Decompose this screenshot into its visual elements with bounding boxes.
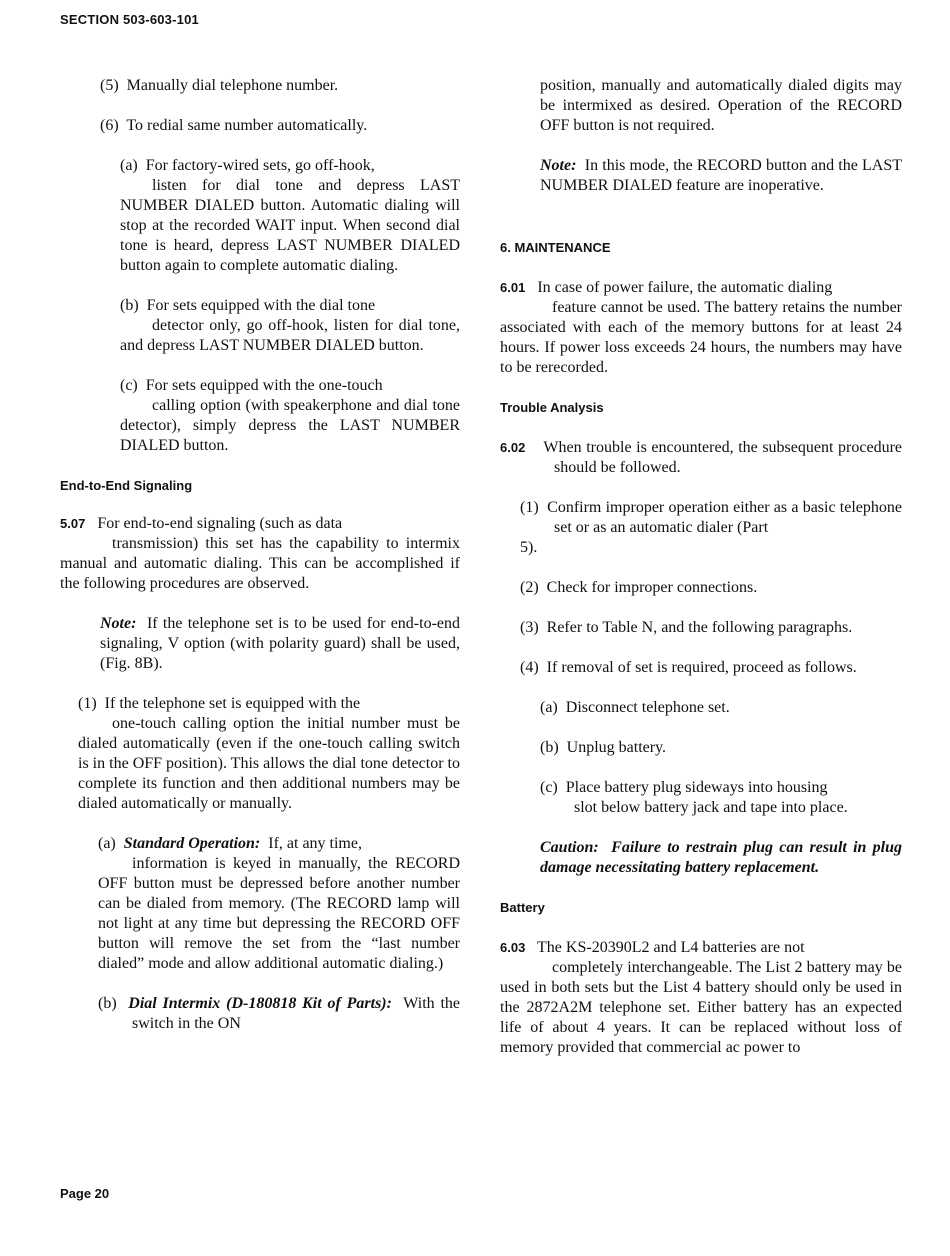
left-column bbox=[60, 76, 460, 1034]
step-6b: (b) For sets equipped with the dial tone detector only, go off-hook, listen for dial tone, and depress LAST NUMBER DIALED button. bbox=[120, 297, 460, 354]
trouble-step-2: (2) Check for improper connections. bbox=[520, 579, 758, 596]
item-1a: (a) Standard Operation: If, at any time, information is keyed in manually, the RECORD OFF button must be depressed before another number can be dialed from memory. (The RECORD lamp will not light at any time but depressing the RECORD OFF button will remove the set from the “last number dialed” mode and allow additional automatic dialing.) bbox=[98, 835, 460, 972]
trouble-step-4c: (c) Place battery plug sideways into housing slot below battery jack and tape into place. bbox=[540, 779, 848, 816]
step-5: (5) Manually dial telephone number. bbox=[100, 77, 339, 94]
note-polarity: Note: If the telephone set is to be used for end-to-end signaling, V option (with polarity guard) shall be used, (Fig. 8B). bbox=[100, 615, 461, 672]
trouble-step-3: (3) Refer to Table N, and the following paragraphs. bbox=[520, 619, 853, 636]
item-1: (1) If the telephone set is equipped with the one-touch calling option the initial number must be dialed automatically (even if the one-touch calling switch is in the OFF position). This allows the dial tone detector to complete its function and then additional numbers may be dialed automatically or manually. bbox=[78, 695, 460, 812]
right-column bbox=[500, 76, 902, 1058]
trouble-step-4a: (a) Disconnect telephone set. bbox=[540, 699, 730, 716]
para-6-02: 6.02 When trouble is encountered, the subsequent procedure should be followed. bbox=[500, 439, 902, 476]
trouble-step-4: (4) If removal of set is required, proceed as follows. bbox=[520, 659, 857, 676]
heading-end-to-end: End-to-End Signaling bbox=[60, 478, 193, 493]
para-5-07: 5.07 For end-to-end signaling (such as data transmission) this set has the capability to intermix manual and automatic dialing. This can be accomplished if the following procedures are observed. bbox=[60, 515, 460, 592]
page-number: Page 20 bbox=[60, 1186, 110, 1201]
para-6-03: 6.03 The KS-20390L2 and L4 batteries are not completely interchangeable. The List 2 battery may be used in both sets but the List 4 battery should only be used in the 2872A2M telephone set. Either battery has an expected life of about 4 years. It can be replaced without loss of memory provided that commercial ac power to bbox=[500, 939, 902, 1056]
note-inoperative: Note: In this mode, the RECORD button and the LAST NUMBER DIALED feature are inoperative. bbox=[540, 157, 903, 194]
dial-intermix-continued: position, manually and automatically dialed digits may be intermixed as desired. Operation of the RECORD OFF button is not required. bbox=[540, 77, 902, 134]
section-header: SECTION 503-603-101 bbox=[60, 12, 199, 27]
para-6-01: 6.01 In case of power failure, the automatic dialing feature cannot be used. The battery retains the number associated with each of the memory buttons for at least 24 hours. If power loss exceeds 24 hours, the numbers may have to be rerecorded. bbox=[500, 279, 902, 376]
step-6: (6) To redial same number automatically. bbox=[100, 117, 368, 134]
heading-battery: Battery bbox=[500, 900, 545, 915]
heading-trouble-analysis: Trouble Analysis bbox=[500, 400, 604, 415]
step-6c: (c) For sets equipped with the one-touch calling option (with speakerphone and dial tone detector), simply depress the LAST NUMBER DIALED button. bbox=[120, 377, 460, 454]
item-1b: (b) Dial Intermix (D-180818 Kit of Parts): With the switch in the ON bbox=[98, 995, 460, 1032]
caution-plug: Caution: Failure to restrain plug can result in plug damage necessitating battery replacement. bbox=[540, 839, 903, 876]
trouble-step-4b: (b) Unplug battery. bbox=[540, 739, 667, 756]
step-6a: (a) For factory-wired sets, go off-hook, listen for dial tone and depress LAST NUMBER DIALED button. Automatic dialing will stop at the recorded WAIT input. When second dial tone is heard, depress LAST NUMBER DIALED button again to complete automatic dialing. bbox=[120, 157, 460, 274]
heading-maintenance: 6. MAINTENANCE bbox=[500, 240, 611, 255]
trouble-step-1: (1) Confirm improper operation either as a basic telephone set or as an automatic dialer (Part 5). bbox=[520, 499, 903, 556]
